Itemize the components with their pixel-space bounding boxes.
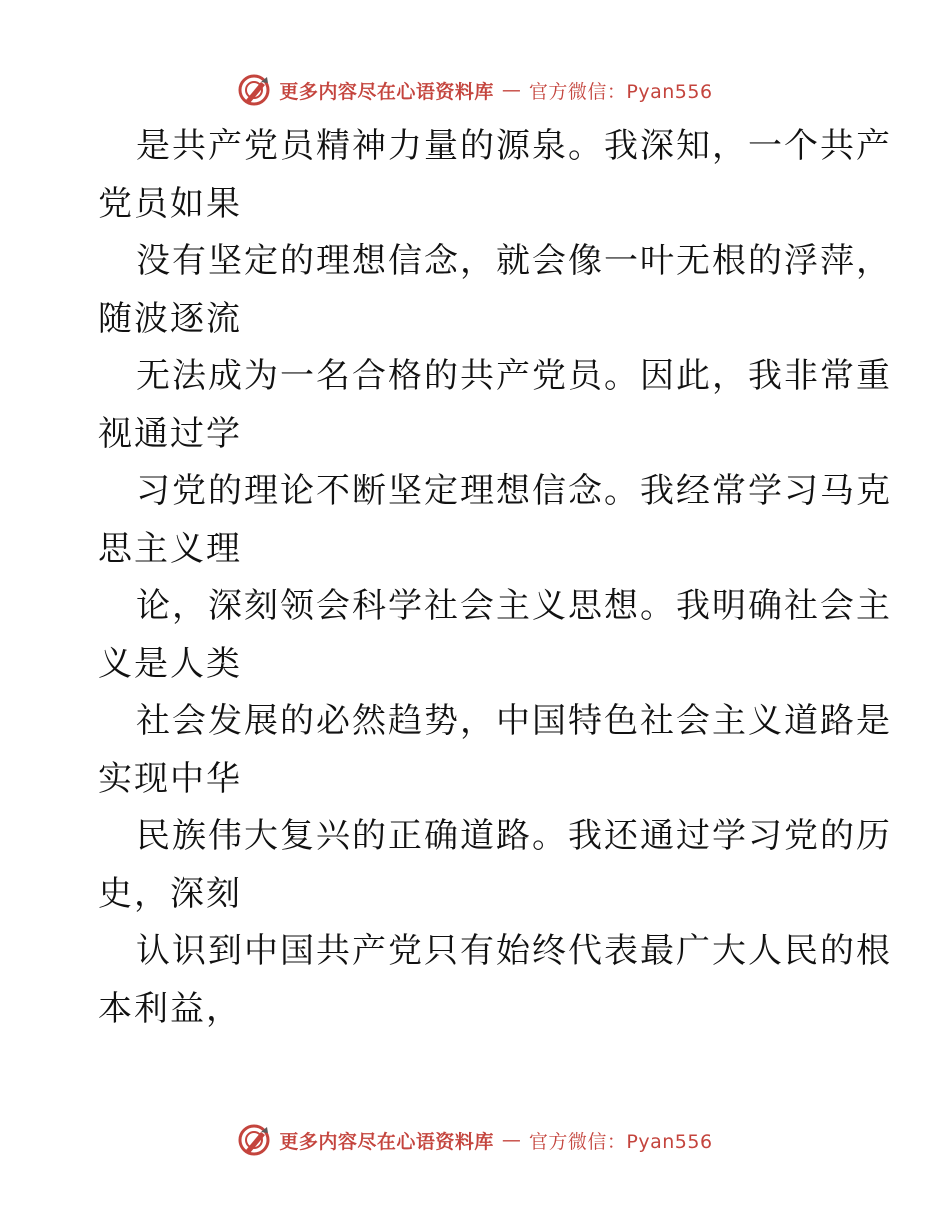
text-line: 民族伟大复兴的正确道路。我还通过学习党的历: [136, 816, 892, 856]
watermark-main-text: 更多内容尽在心语资料库: [279, 80, 494, 103]
text-line: 史，深刻: [98, 873, 242, 914]
text-line: 义是人类: [98, 643, 242, 684]
text-line: 随波逐流: [98, 298, 242, 339]
text-line: 是共产党员精神力量的源泉。我深知，一个共产: [136, 126, 892, 166]
footer-watermark: [0, 1120, 950, 1160]
document-body: [98, 118, 892, 1038]
pen-nib-logo-icon: [237, 73, 271, 107]
text-line: 习党的理论不断坚定理想信念。我经常学习马克: [136, 471, 892, 511]
text-line: 本利益，: [98, 988, 242, 1029]
watermark-dash: —: [501, 79, 521, 101]
watermark-dash: —: [501, 1129, 521, 1151]
text-line: 论，深刻领会科学社会主义思想。我明确社会主: [136, 586, 892, 626]
text-line: 无法成为一名合格的共产党员。因此，我非常重: [136, 356, 892, 396]
text-line: 视通过学: [98, 413, 242, 454]
pen-nib-logo-icon: [237, 1123, 271, 1157]
watermark-main-text: 更多内容尽在心语资料库: [279, 1130, 494, 1153]
watermark-wechat-text: 官方微信：Pyan556: [528, 80, 713, 103]
text-line: 社会发展的必然趋势，中国特色社会主义道路是: [136, 701, 892, 741]
text-line: 认识到中国共产党只有始终代表最广大人民的根: [136, 931, 892, 971]
text-line: 党员如果: [98, 183, 242, 224]
text-line: 没有坚定的理想信念，就会像一叶无根的浮萍，: [136, 241, 892, 281]
watermark-wechat-text: 官方微信：Pyan556: [528, 1130, 713, 1153]
text-line: 思主义理: [98, 528, 242, 569]
text-line: 实现中华: [98, 758, 242, 799]
header-watermark: [0, 70, 950, 110]
